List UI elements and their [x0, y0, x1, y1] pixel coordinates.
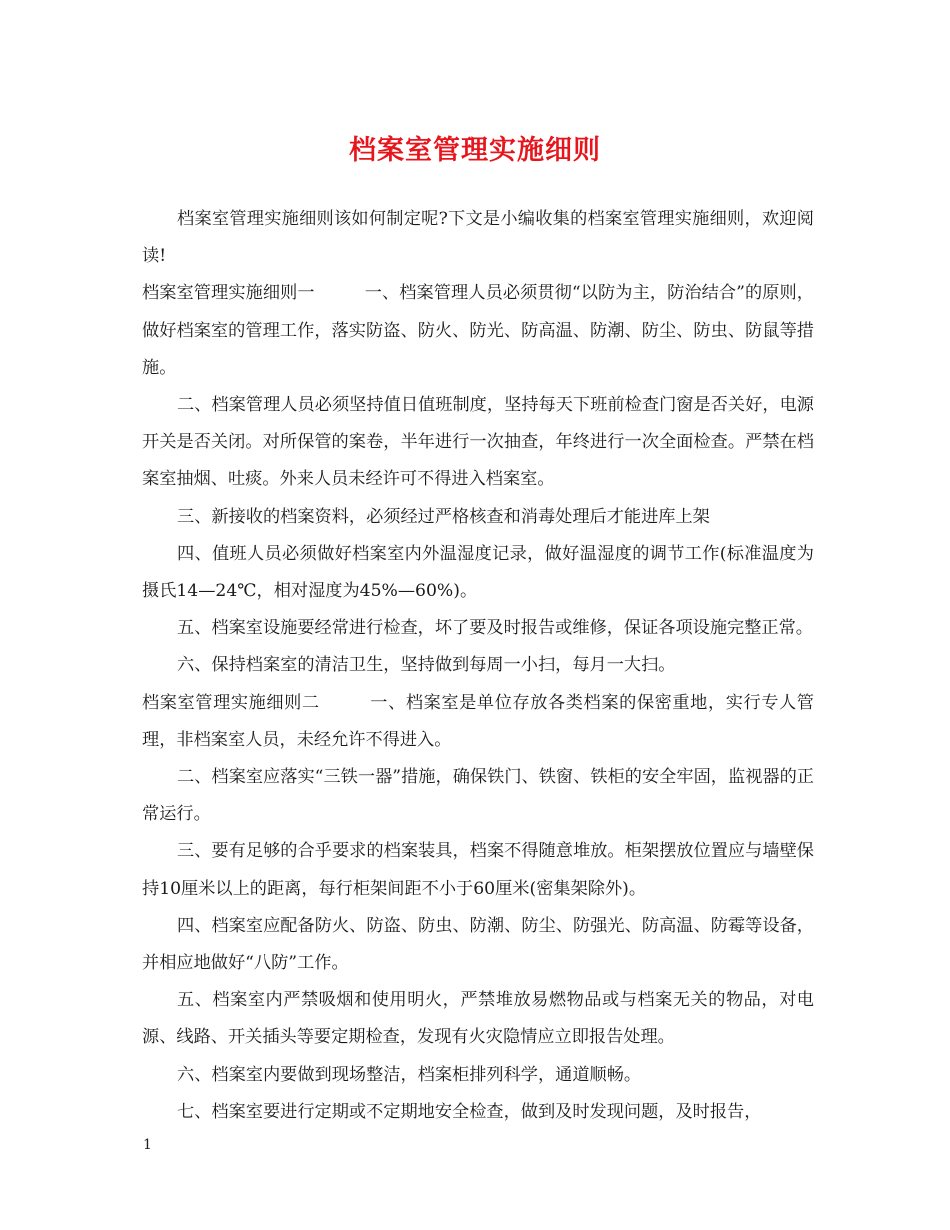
section-2-item-3: 三、要有足够的合乎要求的档案装具，档案不得随意堆放。柜架摆放位置应与墙壁保持10厘米以上的距离，每行柜架间距不小于60厘米(密集架除外)。: [142, 841, 814, 899]
section-2-first-paragraph: [142, 685, 814, 759]
section-1-item-1: 一、档案管理人员必须贯彻“以防为主，防治结合”的原则，做好档案室的管理工作，落实防盗、防火、防光、防高温、防潮、防尘、防虫、防鼠等措施。: [142, 283, 814, 378]
section-2-item-7: 七、档案室要进行定期或不定期地安全检查，做到及时发现问题，及时报告，: [177, 1101, 762, 1122]
section-2-item-1: 一、档案室是单位存放各类档案的保密重地，实行专人管理，非档案室人员，未经允许不得进入。: [142, 692, 814, 750]
section-2-item-4: 四、档案室应配备防火、防盗、防虫、防潮、防尘、防强光、防高温、防霉等设备，并相应地做好“八防”工作。: [142, 915, 814, 974]
section-2-item-5: 五、档案室内严禁吸烟和使用明火，严禁堆放易燃物品或与档案无关的物品，对电源、线路、开关插头等要定期检查，发现有火灾隐情应立即报告处理。: [142, 990, 814, 1048]
document-body: [142, 201, 814, 1131]
section-1-heading: 档案室管理实施细则一: [142, 283, 315, 304]
section-1-item-4: 四、值班人员必须做好档案室内外温湿度记录，做好温湿度的调节工作(标准温度为摄氏14—24℃，相对湿度为45%—60%)。: [142, 543, 814, 602]
section-1-first-paragraph: [142, 275, 814, 387]
section-1-item-5: 五、档案室设施要经常进行检查，坏了要及时报告或维修，保证各项设施完整正常。: [177, 618, 813, 639]
section-2-item-2: 二、档案室应落实“三铁一器”措施，确保铁门、铁窗、铁柜的安全牢固，监视器的正常运行。: [142, 767, 814, 825]
document-title: 档案室管理实施细则: [349, 135, 601, 166]
section-2-item-6: 六、档案室内要做到现场整洁，档案柜排列科学，通道顺畅。: [177, 1064, 642, 1085]
section-1-item-6: 六、保持档案室的清洁卫生，坚持做到每周一小扫，每月一大扫。: [177, 655, 676, 676]
section-1-item-2: 二、档案管理人员必须坚持值日值班制度，坚持每天下班前检查门窗是否关好，电源开关是否关闭。对所保管的案卷，半年进行一次抽查，年终进行一次全面检查。严禁在档案室抽烟、吐痰。外来人员未经许可不得进入档案室。: [142, 395, 814, 490]
section-1-item-3: 三、新接收的档案资料，必须经过严格核查和消毒处理后才能进库上架: [177, 506, 710, 527]
intro-paragraph: 档案室管理实施细则该如何制定呢?下文是小编收集的档案室管理实施细则，欢迎阅读!: [142, 209, 814, 267]
page-number: 1: [143, 1137, 152, 1153]
section-2-heading: 档案室管理实施细则二: [142, 692, 320, 713]
